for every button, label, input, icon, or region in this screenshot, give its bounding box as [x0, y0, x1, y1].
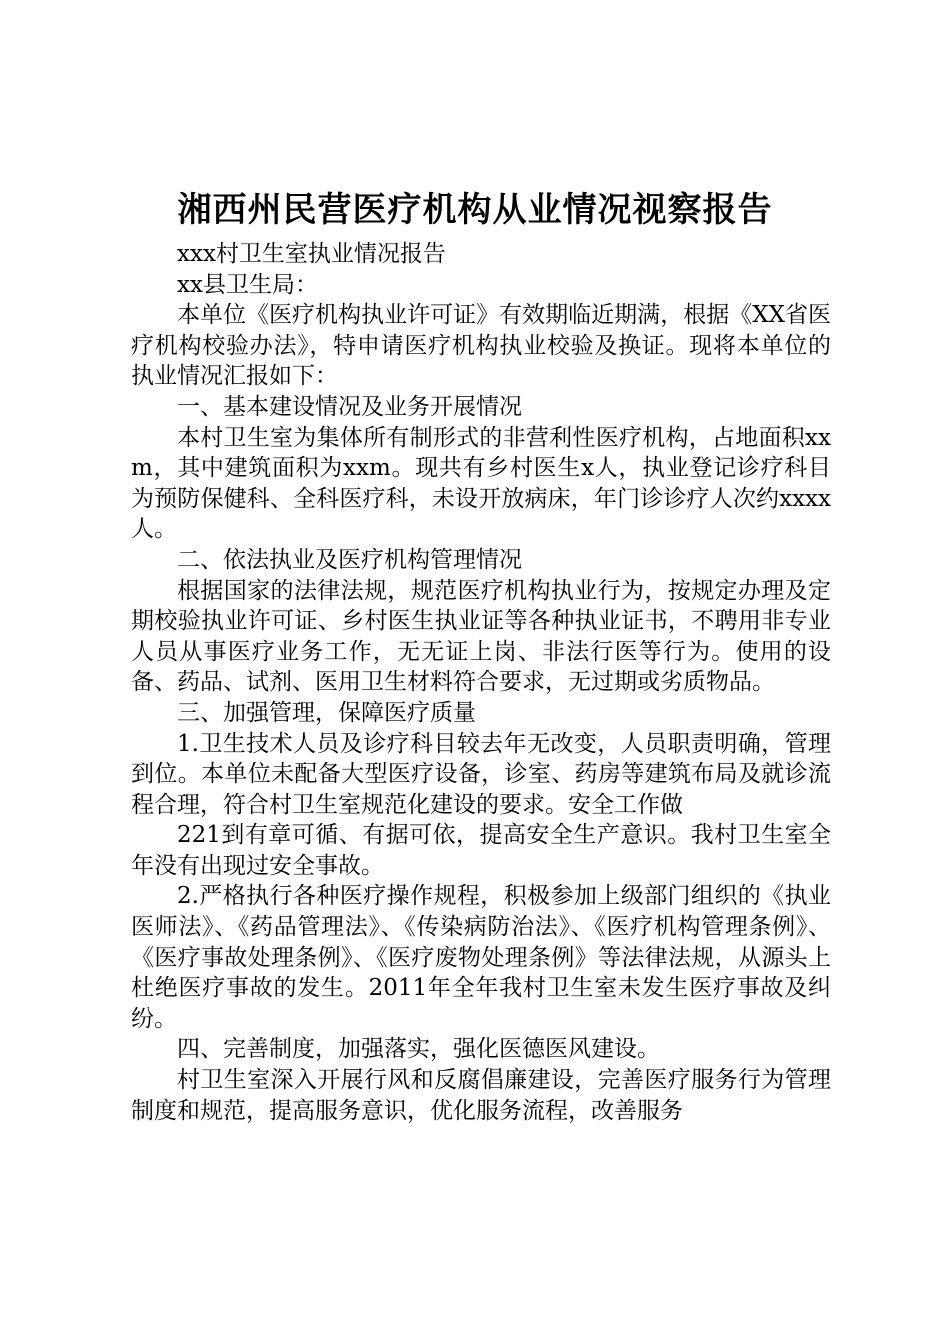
section-3-item-2: 2.严格执行各种医疗操作规程，积极参加上级部门组织的《执业医师法》、《药品管理法》、《传染病防治法》、《医疗机构管理条例》、《医疗事故处理条例》、《医疗废物处理条例》等法律法规，从源头上杜绝医疗事故的发生。2011年全年我村卫生室未发生医疗事故及纠纷。	[131, 883, 831, 1032]
section-3-item-1-continued: 221到有章可循、有据可依，提高安全生产意识。我村卫生室全年没有出现过安全事故。	[131, 822, 831, 879]
addressee: xx县卫生局：	[177, 271, 318, 298]
section-heading-2: 二、依法执业及医疗机构管理情况	[177, 546, 522, 573]
section-4-paragraph: 村卫生室深入开展行风和反腐倡廉建设，完善医疗服务行为管理制度和规范，提高服务意识，优化服务流程，改善服务	[131, 1067, 831, 1124]
section-1-paragraph: 本村卫生室为集体所有制形式的非营利性医疗机构，占地面积xxm，其中建筑面积为xxm。现共有乡村医生x人，执业登记诊疗科目为预防保健科、全科医疗科，未设开放病床，年门诊诊疗人次约xxxx人。	[131, 424, 831, 543]
document-title: 湘西州民营医疗机构从业情况视察报告	[177, 190, 773, 230]
document-body	[131, 239, 831, 1126]
section-heading-1: 一、基本建设情况及业务开展情况	[177, 393, 522, 420]
section-3-item-1: 1.卫生技术人员及诊疗科目较去年无改变，人员职责明确，管理到位。本单位未配备大型医疗设备，诊室、药房等建筑布局及就诊流程合理，符合村卫生室规范化建设的要求。安全工作做	[131, 730, 831, 818]
intro-paragraph: 本单位《医疗机构执业许可证》有效期临近期满，根据《XX省医疗机构校验办法》，特申请医疗机构执业校验及换证。现将本单位的执业情况汇报如下：	[131, 302, 831, 390]
section-heading-3: 三、加强管理，保障医疗质量	[177, 699, 476, 726]
section-2-paragraph: 根据国家的法律法规，规范医疗机构执业行为，按规定办理及定期校验执业许可证、乡村医生执业证等各种执业证书，不聘用非专业人员从事医疗业务工作，无无证上岗、非法行医等行为。使用的设备、药品、试剂、医用卫生材料符合要求，无过期或劣质物品。	[131, 577, 831, 696]
report-subtitle: xxx村卫生室执业情况报告	[177, 241, 446, 267]
section-heading-4: 四、完善制度，加强落实，强化医德医风建设。	[177, 1036, 660, 1063]
